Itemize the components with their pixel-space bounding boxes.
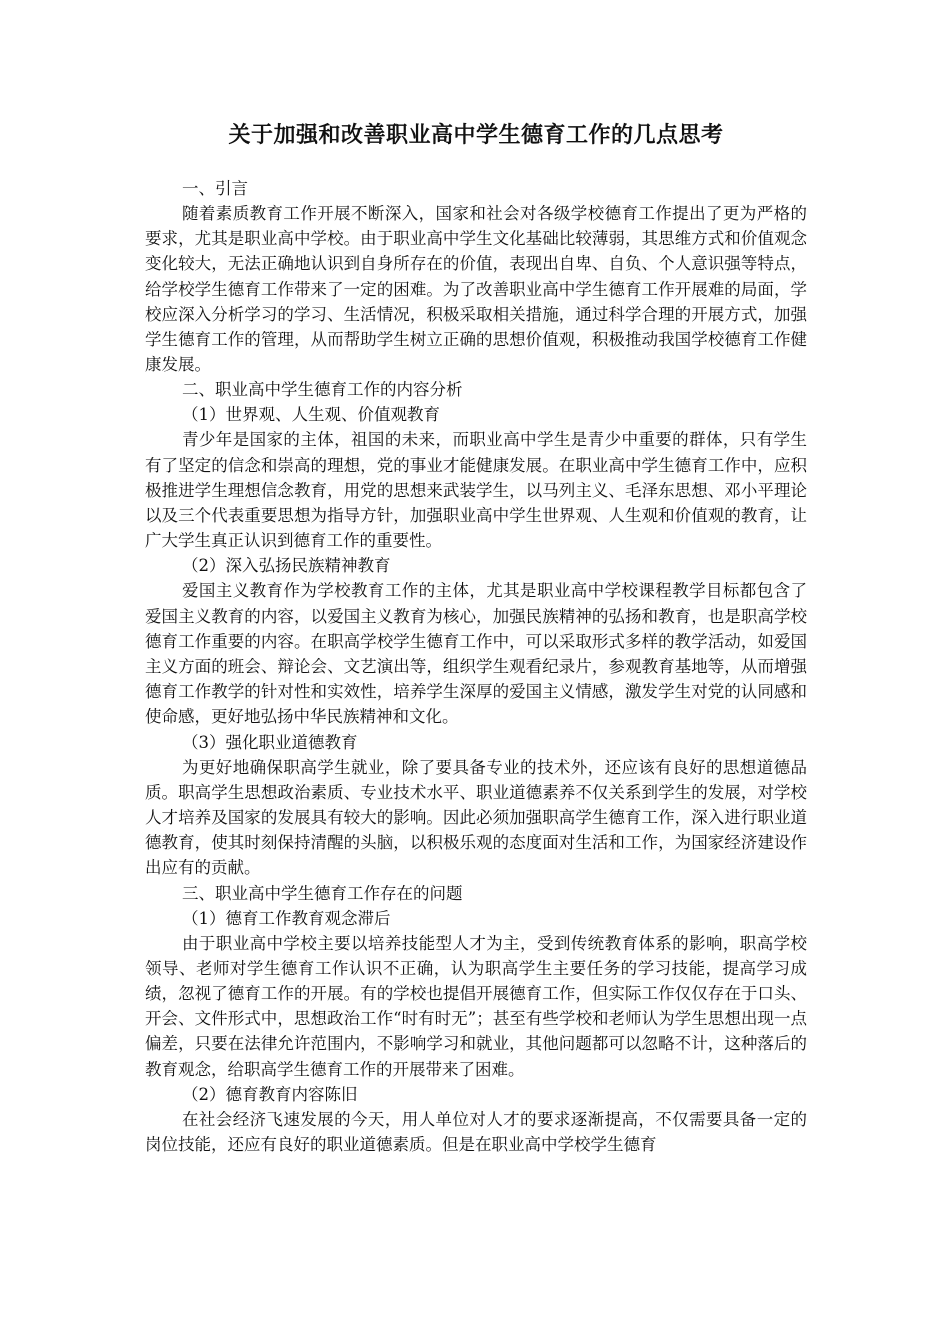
document-title: 关于加强和改善职业高中学生德育工作的几点思考 [228, 122, 724, 148]
paragraph-old-content: 在社会经济飞速发展的今天，用人单位对人才的要求逐渐提高，不仅需要具备一定的岗位技能，还应有良好的职业道德素质。但是在职业高中学校学生德育 [145, 1109, 807, 1155]
subheading-outdated-concepts: （1）德育工作教育观念滞后 [182, 908, 391, 928]
subheading-professional-ethics: （3）强化职业道德教育 [182, 732, 358, 752]
subheading-worldview: （1）世界观、人生观、价值观教育 [182, 405, 440, 425]
paragraph-intro: 随着素质教育工作开展不断深入，国家和社会对各级学校德育工作提出了更为严格的要求，尤其是职业高中学校。由于职业高中学生文化基础比较薄弱，其思维方式和价值观念变化较大，无法正确地认识到自身所存在的价值，表现出自卑、自负、个人意识强等特点，给学校学生德育工作带来了一定的困难。为了改善职业高中学生德育工作开展难的局面，学校应深入分析学习的学习、生活情况，积极采取相关措施，通过科学合理的开展方式，加强学生德育工作的管理，从而帮助学生树立正确的思想价值观，积极推动我国学校德育工作健康发展。 [145, 204, 807, 375]
paragraph-national-spirit: 爱国主义教育作为学校教育工作的主体，尤其是职业高中学校课程教学目标都包含了爱国主义教育的内容，以爱国主义教育为核心，加强民族精神的弘扬和教育，也是职高学校德育工作重要的内容。在职高学校学生德育工作中，可以采取形式多样的教学活动，如爱国主义方面的班会、辩论会、文艺演出等，组织学生观看纪录片，参观教育基地等，从而增强德育工作教学的针对性和实效性，培养学生深厚的爱国主义情感，激发学生对党的认同感和使命感，更好地弘扬中华民族精神和文化。 [145, 581, 807, 727]
paragraph-professional-ethics: 为更好地确保职高学生就业，除了要具备专业的技术外，还应该有良好的思想道德品质。职高学生思想政治素质、专业技术水平、职业道德素养不仅关系到学生的发展，对学校人才培养及国家的发展具有较大的影响。因此必须加强职高学生德育工作，深入进行职业道德教育，使其时刻保持清醒的头脑，以积极乐观的态度面对生活和工作，为国家经济建设作出应有的贡献。 [145, 757, 807, 878]
section-heading-intro: 一、引言 [182, 179, 248, 198]
paragraph-worldview: 青少年是国家的主体，祖国的未来，而职业高中学生是青少中重要的群体，只有学生有了坚定的信念和崇高的理想，党的事业才能健康发展。在职业高中学生德育工作中，应积极推进学生理想信念教育，用党的思想来武装学生，以马列主义、毛泽东思想、邓小平理论以及三个代表重要思想为指导方针，加强职业高中学生世界观、人生观和价值观的教育，让广大学生真正认识到德育工作的重要性。 [145, 430, 807, 551]
section-heading-problems: 三、职业高中学生德育工作存在的问题 [182, 883, 463, 903]
paragraph-outdated-concepts: 由于职业高中学校主要以培养技能型人才为主，受到传统教育体系的影响，职高学校领导、老师对学生德育工作认识不正确，认为职高学生主要任务的学习技能，提高学习成绩，忽视了德育工作的开展。有的学校也提倡开展德育工作，但实际工作仅仅存在于口头、开会、文件形式中，思想政治工作“时有时无”；甚至有些学校和老师认为学生思想出现一点偏差，只要在法律允许范围内，不影响学习和就业，其他问题都可以忽略不计，这种落后的教育观念，给职高学生德育工作的开展带来了困难。 [145, 933, 807, 1079]
section-heading-content-analysis: 二、职业高中学生德育工作的内容分析 [182, 380, 463, 400]
subheading-old-content: （2）德育教育内容陈旧 [182, 1084, 358, 1104]
subheading-national-spirit: （2）深入弘扬民族精神教育 [182, 556, 391, 576]
document-page [145, 118, 807, 1157]
